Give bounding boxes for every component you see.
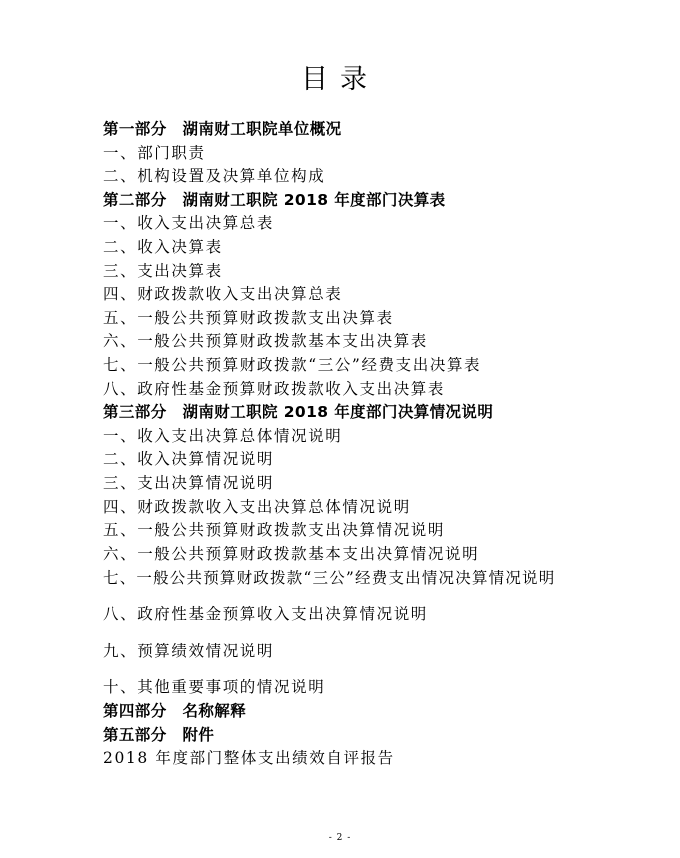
toc-part-4: 第四部分 名称解释	[103, 702, 247, 721]
toc-part-1: 第一部分 湖南财工职院单位概况	[103, 120, 342, 138]
toc-item: 四、财政拨款收入支出决算总表	[103, 285, 343, 304]
toc-item: 三、支出决算情况说明	[103, 473, 275, 492]
toc-item: 二、机构设置及决算单位构成	[103, 167, 326, 186]
page-number: - 2 -	[328, 833, 352, 843]
toc-item: 三、支出决算表	[103, 261, 223, 280]
toc-item: 一、收入支出决算总体情况说明	[103, 426, 343, 445]
page-title: 目录	[301, 64, 379, 95]
toc-item: 六、一般公共预算财政拨款基本支出决算情况说明	[103, 544, 480, 563]
toc-item: 七、一般公共预算财政拨款“三公”经费支出情况决算情况说明	[103, 569, 556, 588]
toc-item: 六、一般公共预算财政拨款基本支出决算表	[103, 332, 428, 351]
toc-item: 八、政府性基金预算财政拨款收入支出决算表	[103, 379, 446, 398]
toc-item: 四、财政拨款收入支出决算总体情况说明	[103, 497, 411, 516]
toc-item: 一、收入支出决算总表	[103, 214, 275, 233]
toc-item: 二、收入决算表	[103, 237, 223, 256]
toc-item: 五、一般公共预算财政拨款支出决算表	[103, 308, 394, 327]
toc-part-3: 第三部分 湖南财工职院 2018 年度部门决算情况说明	[103, 403, 494, 422]
toc-item: 2018 年度部门整体支出绩效自评报告	[103, 749, 395, 768]
toc-item: 二、收入决算情况说明	[103, 450, 275, 469]
toc-item: 九、预算绩效情况说明	[103, 641, 275, 660]
toc-part-2: 第二部分 湖南财工职院 2018 年度部门决算表	[103, 190, 446, 209]
toc-part-5: 第五部分 附件	[103, 725, 215, 744]
toc-item: 五、一般公共预算财政拨款支出决算情况说明	[103, 521, 446, 540]
toc-item: 七、一般公共预算财政拨款“三公”经费支出决算表	[103, 355, 482, 374]
toc-item: 十、其他重要事项的情况说明	[103, 678, 326, 697]
toc-item: 一、部门职责	[103, 143, 206, 162]
toc-item: 八、政府性基金预算收入支出决算情况说明	[103, 605, 428, 624]
table-of-contents	[103, 118, 593, 771]
